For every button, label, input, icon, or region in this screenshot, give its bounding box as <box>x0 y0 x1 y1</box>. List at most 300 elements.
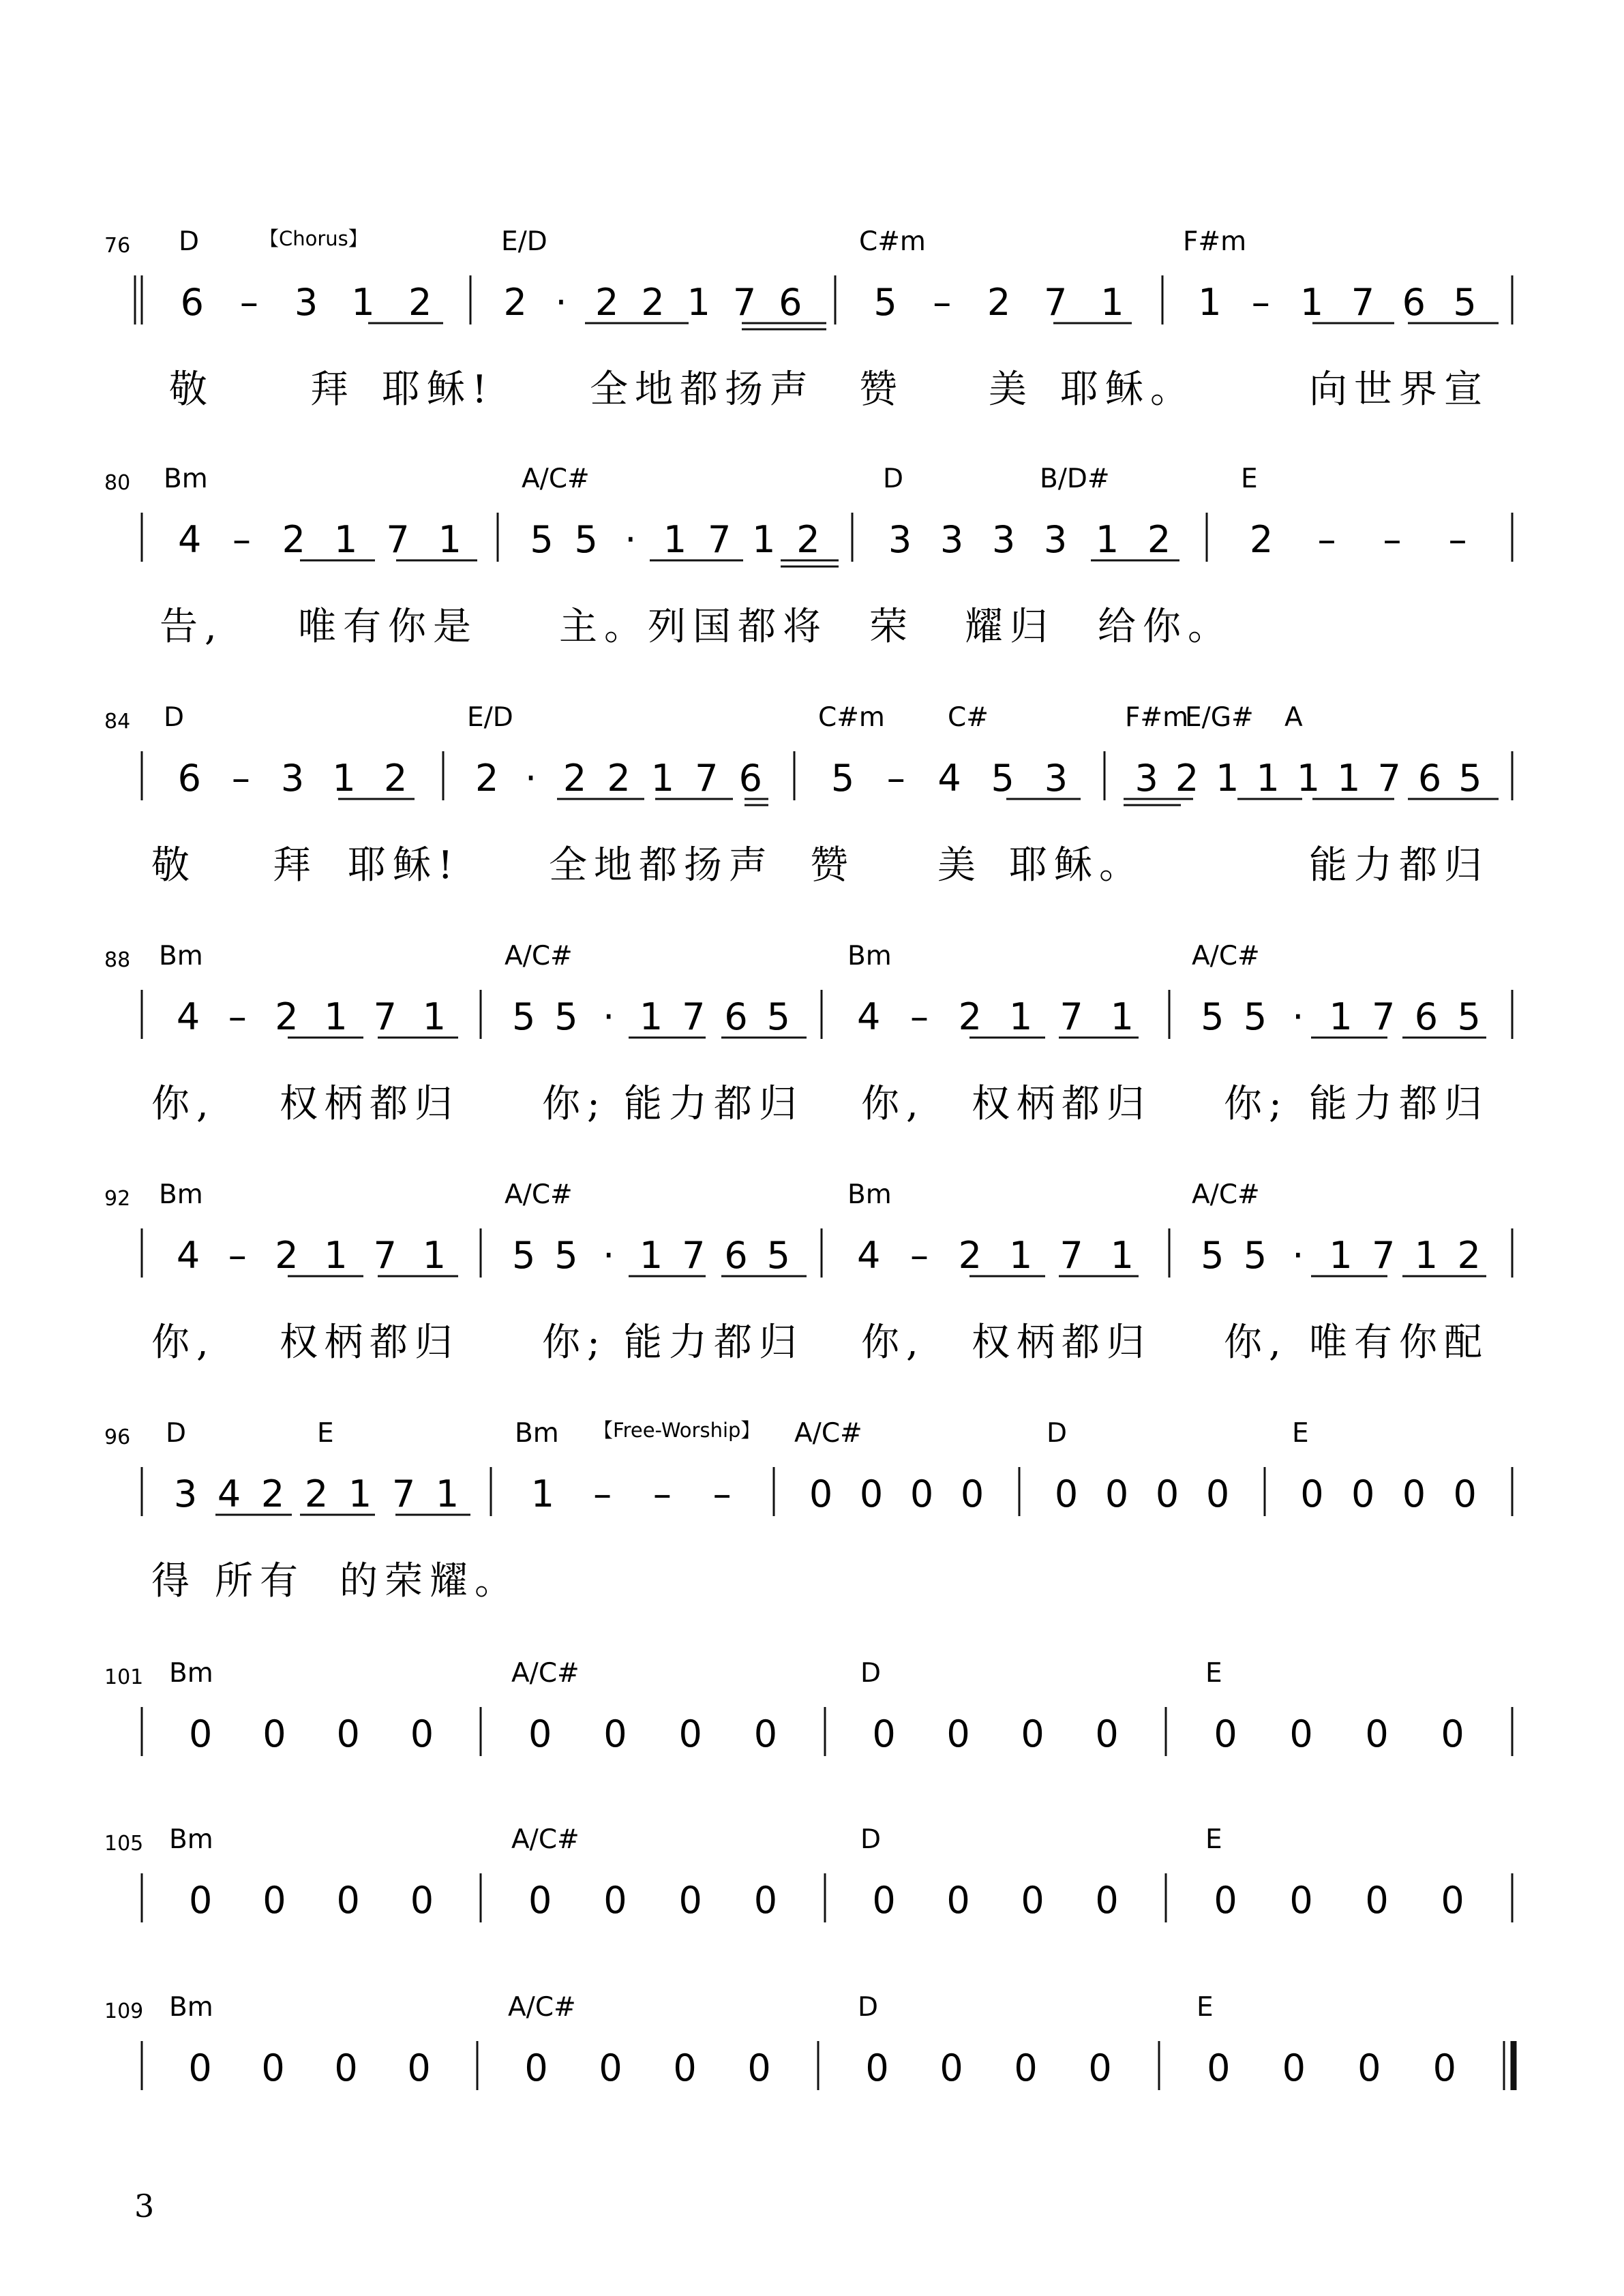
page-number: 3 <box>134 2188 155 2224</box>
note: 0 <box>528 1712 552 1755</box>
note: 2 <box>1457 1234 1481 1277</box>
dot-extension: · <box>603 1234 615 1277</box>
note: 6 <box>779 281 802 324</box>
note: 0 <box>747 2046 771 2089</box>
chord-symbol: A/C# <box>794 1418 862 1449</box>
note: 0 <box>946 1879 970 1922</box>
chord-symbol: Bm <box>169 1992 213 2023</box>
note: 1 <box>438 518 462 561</box>
note: 1 <box>663 518 687 561</box>
note: 0 <box>678 1712 702 1755</box>
note: 0 <box>1351 1472 1375 1515</box>
section-mark: 【Free-Worship】 <box>593 1419 761 1442</box>
note: 0 <box>1021 1712 1044 1755</box>
note: 5 <box>1243 995 1267 1038</box>
note: 6 <box>177 757 201 800</box>
note: 0 <box>1289 1712 1313 1755</box>
note: 0 <box>1214 1712 1237 1755</box>
dash-sustain: – <box>232 518 251 561</box>
lyric-syllable: 拜 <box>273 843 318 888</box>
note: 7 <box>707 518 732 561</box>
note: 5 <box>530 518 554 561</box>
lyric-syllable: 拜 <box>310 367 355 412</box>
note: 0 <box>809 1472 833 1515</box>
note: 0 <box>334 2046 358 2089</box>
lyric-syllable: 你, <box>151 1320 215 1365</box>
note: 0 <box>1214 1879 1237 1922</box>
measure-number: 84 <box>104 710 131 734</box>
note: 5 <box>873 281 897 324</box>
note: 0 <box>960 1472 984 1515</box>
lyric-syllable: 全地都扬声 <box>549 843 774 888</box>
dash-sustain: – <box>910 995 929 1038</box>
lyric-syllable: 唯有你配 <box>1309 1320 1489 1365</box>
note: 0 <box>939 2046 963 2089</box>
note: 2 <box>607 757 631 800</box>
note: 1 <box>333 518 358 561</box>
score-system <box>104 1418 1512 1603</box>
note: 0 <box>524 2046 548 2089</box>
note: 1 <box>1414 1234 1439 1277</box>
dot-extension: · <box>555 281 567 324</box>
note: 4 <box>937 757 961 800</box>
note: 0 <box>1453 1472 1477 1515</box>
note: 5 <box>554 1234 578 1277</box>
lyric-syllable: 的荣耀。 <box>340 1559 520 1603</box>
note: 1 <box>1337 757 1361 800</box>
lyric-syllable: 你; <box>542 1082 607 1126</box>
dot-extension: · <box>603 995 615 1038</box>
note: 6 <box>1414 995 1439 1038</box>
lyric-syllable: 你; <box>542 1320 607 1365</box>
note: 2 <box>384 757 408 800</box>
note: 4 <box>176 1234 200 1277</box>
note: 1 <box>324 995 348 1038</box>
note: 6 <box>1417 757 1442 800</box>
dot-extension: · <box>525 757 537 800</box>
note: 2 <box>260 1472 285 1515</box>
note: 7 <box>682 995 706 1038</box>
note: 0 <box>1357 2046 1381 2089</box>
note: 1 <box>332 757 356 800</box>
note: 2 <box>796 518 820 561</box>
note: 1 <box>1329 1234 1353 1277</box>
measure-number: 101 <box>104 1665 144 1689</box>
note: 0 <box>678 1879 702 1922</box>
dash-sustain: – <box>228 1234 247 1277</box>
chord-symbol: A/C# <box>505 1179 573 1210</box>
chord-symbol: C#m <box>859 226 926 257</box>
note: 1 <box>435 1472 460 1515</box>
note: 0 <box>603 1879 627 1922</box>
note: 2 <box>408 281 432 324</box>
lyric-syllable: 耶稣。 <box>1060 367 1195 412</box>
note: 3 <box>1134 757 1158 800</box>
note: 3 <box>939 518 964 561</box>
chord-symbol: E <box>317 1418 334 1449</box>
chord-symbol: B/D# <box>1040 464 1110 494</box>
note: 2 <box>503 281 527 324</box>
note: 6 <box>724 1234 748 1277</box>
note: 0 <box>1441 1879 1464 1922</box>
note: 7 <box>373 1234 397 1277</box>
lyric-syllable: 权柄都归 <box>280 1082 460 1126</box>
note: 2 <box>987 281 1011 324</box>
note: 4 <box>177 518 202 561</box>
lyric-syllable: 你, <box>1224 1320 1288 1365</box>
lyric-syllable: 赞 <box>859 367 904 412</box>
chord-symbol: D <box>860 1658 882 1689</box>
chord-symbol: E <box>1205 1658 1222 1689</box>
note: 0 <box>603 1712 627 1755</box>
chord-symbol: D <box>883 464 904 494</box>
note: 3 <box>1043 518 1068 561</box>
chord-symbol: A/C# <box>1192 1179 1260 1210</box>
chord-symbol: D <box>860 1824 882 1855</box>
note: 1 <box>639 1234 663 1277</box>
note: 4 <box>217 1472 241 1515</box>
lyric-syllable: 给你。 <box>1098 605 1233 649</box>
dash-sustain: – <box>910 1234 929 1277</box>
dash-sustain: – <box>239 281 258 324</box>
note: 0 <box>1095 1712 1119 1755</box>
note: 4 <box>176 995 200 1038</box>
note: 7 <box>1372 995 1396 1038</box>
note: 1 <box>324 1234 348 1277</box>
chord-symbol: D <box>166 1418 187 1449</box>
lyric-syllable: 能力都归 <box>624 1320 804 1365</box>
note: 3 <box>294 281 318 324</box>
note: 0 <box>872 1879 896 1922</box>
chord-symbol: Bm <box>159 941 203 971</box>
chord-symbol: E <box>1205 1824 1222 1855</box>
note: 1 <box>348 1472 372 1515</box>
lyric-syllable: 耶稣。 <box>1009 843 1144 888</box>
chord-symbol: Bm <box>515 1418 559 1449</box>
dash-sustain: – <box>1251 281 1270 324</box>
lyric-syllable: 耀归 <box>965 605 1055 649</box>
chord-symbol: D <box>179 226 200 257</box>
note: 0 <box>859 1472 884 1515</box>
lyric-syllable: 得 <box>151 1559 196 1603</box>
note: 1 <box>422 1234 447 1277</box>
note: 0 <box>262 1879 286 1922</box>
note: 1 <box>1110 1234 1134 1277</box>
note: 0 <box>1207 2046 1231 2089</box>
lyric-syllable: 敬 <box>151 843 196 888</box>
chord-symbol: F#m <box>1125 702 1189 733</box>
note: 7 <box>682 1234 706 1277</box>
score-system <box>104 1992 1514 2090</box>
note: 1 <box>1296 757 1321 800</box>
note: 0 <box>188 1879 213 1922</box>
chord-symbol: Bm <box>169 1658 213 1689</box>
note: 0 <box>1282 2046 1306 2089</box>
note: 3 <box>280 757 305 800</box>
lyric-syllable: 赞 <box>810 843 855 888</box>
note: 0 <box>599 2046 622 2089</box>
measure-number: 76 <box>104 234 131 258</box>
score-system <box>104 1658 1512 1756</box>
chord-symbol: E/D <box>467 702 513 733</box>
note: 1 <box>650 757 675 800</box>
note: 3 <box>1044 757 1068 800</box>
note: 1 <box>687 281 710 324</box>
note: 0 <box>673 2046 697 2089</box>
note: 2 <box>958 1234 982 1277</box>
lyric-syllable: 所有 <box>215 1559 305 1603</box>
note: 2 <box>1175 757 1199 800</box>
note: 2 <box>304 1472 329 1515</box>
score-system <box>104 702 1512 888</box>
measure-number: 80 <box>104 471 131 495</box>
chord-symbol: E <box>1197 1992 1214 2023</box>
chord-symbol: A/C# <box>522 464 590 494</box>
note: 5 <box>1243 1234 1267 1277</box>
note: 1 <box>1256 757 1280 800</box>
note: 6 <box>1402 281 1426 324</box>
note: 7 <box>1351 281 1375 324</box>
lyric-syllable: 权柄都归 <box>280 1320 460 1365</box>
note: 0 <box>410 1712 434 1755</box>
note: 7 <box>1059 995 1083 1038</box>
note: 3 <box>888 518 912 561</box>
note: 5 <box>991 757 1014 800</box>
lyric-syllable: 荣 <box>869 605 914 649</box>
note: 3 <box>173 1472 198 1515</box>
dash-sustain: – <box>712 1472 732 1515</box>
note: 5 <box>511 1234 536 1277</box>
note: 5 <box>554 995 578 1038</box>
note: 1 <box>752 518 776 561</box>
note: 7 <box>1044 281 1068 324</box>
note: 2 <box>275 1234 299 1277</box>
dash-sustain: – <box>933 281 952 324</box>
note: 7 <box>695 757 719 800</box>
note: 0 <box>336 1712 360 1755</box>
note: 0 <box>1095 1879 1119 1922</box>
note: 6 <box>180 281 204 324</box>
note: 0 <box>1300 1472 1324 1515</box>
chord-symbol: Bm <box>169 1824 213 1855</box>
lyric-syllable: 唯有你是 <box>298 605 478 649</box>
lyric-syllable: 权柄都归 <box>972 1320 1152 1365</box>
dot-extension: · <box>1292 995 1304 1038</box>
measure-number: 88 <box>104 948 131 972</box>
note: 5 <box>511 995 536 1038</box>
chord-symbol: A/C# <box>508 1992 576 2023</box>
note: 0 <box>753 1712 778 1755</box>
lyric-syllable: 主。 <box>559 605 649 649</box>
note: 0 <box>1365 1712 1389 1755</box>
note: 1 <box>1008 1234 1033 1277</box>
note: 0 <box>1021 1879 1044 1922</box>
chord-symbol: A/C# <box>511 1658 580 1689</box>
note: 0 <box>1402 1472 1426 1515</box>
note: 1 <box>1198 281 1222 324</box>
lyric-syllable: 告, <box>160 605 224 649</box>
note: 1 <box>1110 995 1134 1038</box>
lyric-syllable: 你, <box>861 1320 925 1365</box>
measure-number: 96 <box>104 1425 131 1449</box>
note: 0 <box>1205 1472 1230 1515</box>
lyric-syllable: 美 <box>989 367 1034 412</box>
note: 0 <box>407 2046 431 2089</box>
note: 0 <box>946 1712 970 1755</box>
note: 0 <box>261 2046 285 2089</box>
chord-symbol: D <box>164 702 185 733</box>
note: 5 <box>766 1234 791 1277</box>
note: 0 <box>336 1879 360 1922</box>
chord-symbol: E/G# <box>1185 702 1254 733</box>
chord-symbol: Bm <box>164 464 208 494</box>
chord-symbol: A/C# <box>505 941 573 971</box>
chord-symbol: A <box>1284 702 1303 733</box>
note: 5 <box>1201 995 1224 1038</box>
dash-sustain: – <box>231 757 250 800</box>
lyric-syllable: 能力都归 <box>1309 1082 1489 1126</box>
note: 0 <box>188 2046 212 2089</box>
note: 2 <box>641 281 665 324</box>
lyric-syllable: 你, <box>861 1082 925 1126</box>
note: 1 <box>530 1472 555 1515</box>
score-system <box>104 941 1512 1126</box>
note: 2 <box>1147 518 1171 561</box>
note: 0 <box>1014 2046 1038 2089</box>
note: 0 <box>872 1712 896 1755</box>
note: 5 <box>1201 1234 1224 1277</box>
note: 2 <box>595 281 619 324</box>
note: 0 <box>1088 2046 1112 2089</box>
note: 7 <box>1372 1234 1396 1277</box>
lyric-syllable: 向世界宣 <box>1309 367 1489 412</box>
measure-number: 109 <box>104 1999 144 2023</box>
note: 1 <box>1299 281 1324 324</box>
lyric-syllable: 列国都将 <box>648 605 828 649</box>
note: 6 <box>724 995 748 1038</box>
chord-symbol: E <box>1241 464 1258 494</box>
dot-extension: · <box>625 518 637 561</box>
lyric-syllable: 能力都归 <box>624 1082 804 1126</box>
chord-symbol: A/C# <box>1192 941 1260 971</box>
note: 4 <box>856 1234 881 1277</box>
note: 0 <box>1054 1472 1079 1515</box>
note: 7 <box>1059 1234 1083 1277</box>
note: 5 <box>766 995 791 1038</box>
note: 7 <box>391 1472 416 1515</box>
note: 1 <box>351 281 375 324</box>
chord-symbol: Bm <box>847 1179 892 1210</box>
note: 6 <box>738 757 762 800</box>
note: 0 <box>1155 1472 1179 1515</box>
note: 2 <box>275 995 299 1038</box>
note: 0 <box>753 1879 778 1922</box>
lyric-syllable: 耶稣! <box>382 367 494 412</box>
score-system <box>104 464 1512 649</box>
note: 1 <box>639 995 663 1038</box>
note: 2 <box>958 995 982 1038</box>
note: 5 <box>1457 995 1481 1038</box>
score-system <box>104 1179 1512 1365</box>
lyric-syllable: 全地都扬声 <box>590 367 815 412</box>
note: 1 <box>1329 995 1353 1038</box>
note: 2 <box>282 518 306 561</box>
note: 1 <box>1100 281 1124 324</box>
note: 0 <box>1432 2046 1456 2089</box>
note: 5 <box>574 518 598 561</box>
note: 7 <box>1377 757 1401 800</box>
note: 1 <box>422 995 447 1038</box>
chord-symbol: F#m <box>1183 226 1247 257</box>
lyric-syllable: 美 <box>937 843 982 888</box>
note: 1 <box>1008 995 1033 1038</box>
note: 0 <box>1289 1879 1313 1922</box>
note: 5 <box>1458 757 1482 800</box>
note: 0 <box>188 1712 213 1755</box>
dash-sustain: – <box>886 757 905 800</box>
note: 0 <box>410 1879 434 1922</box>
note: 2 <box>475 757 499 800</box>
chord-symbol: E <box>1292 1418 1309 1449</box>
note: 0 <box>909 1472 934 1515</box>
chord-symbol: A/C# <box>511 1824 580 1855</box>
chord-symbol: E/D <box>501 226 547 257</box>
note: 2 <box>1249 518 1274 561</box>
dash-sustain: – <box>593 1472 612 1515</box>
note: 0 <box>1365 1879 1389 1922</box>
note: 5 <box>830 757 855 800</box>
lyric-syllable: 权柄都归 <box>972 1082 1152 1126</box>
note: 4 <box>856 995 881 1038</box>
dash-sustain: – <box>652 1472 672 1515</box>
note: 7 <box>732 281 757 324</box>
chord-symbol: Bm <box>159 1179 203 1210</box>
chord-symbol: C#m <box>818 702 885 733</box>
dash-sustain: – <box>1448 518 1467 561</box>
measure-number: 92 <box>104 1187 131 1211</box>
note: 2 <box>562 757 587 800</box>
lyric-syllable: 耶稣! <box>348 843 460 888</box>
note: 5 <box>1453 281 1477 324</box>
dash-sustain: – <box>1317 518 1336 561</box>
score-system <box>104 1824 1512 1922</box>
note: 0 <box>865 2046 889 2089</box>
score-system <box>104 226 1512 412</box>
note: 7 <box>373 995 397 1038</box>
chord-symbol: C# <box>948 702 989 733</box>
chord-symbol: D <box>1047 1418 1068 1449</box>
note: 0 <box>1441 1712 1464 1755</box>
section-mark: 【Chorus】 <box>259 227 368 250</box>
note: 7 <box>386 518 410 561</box>
note: 1 <box>1216 757 1239 800</box>
measure-number: 105 <box>104 1832 144 1856</box>
dash-sustain: – <box>1383 518 1402 561</box>
lyric-syllable: 敬 <box>169 367 214 412</box>
chord-symbol: Bm <box>847 941 892 971</box>
note: 1 <box>1095 518 1119 561</box>
chord-symbol: D <box>858 1992 879 2023</box>
lyric-syllable: 你; <box>1224 1082 1289 1126</box>
dash-sustain: – <box>228 995 247 1038</box>
lyric-syllable: 你, <box>151 1082 215 1126</box>
lyric-syllable: 能力都归 <box>1309 843 1489 888</box>
note: 3 <box>991 518 1016 561</box>
note: 0 <box>1104 1472 1129 1515</box>
dot-extension: · <box>1292 1234 1304 1277</box>
note: 0 <box>262 1712 286 1755</box>
note: 0 <box>528 1879 552 1922</box>
